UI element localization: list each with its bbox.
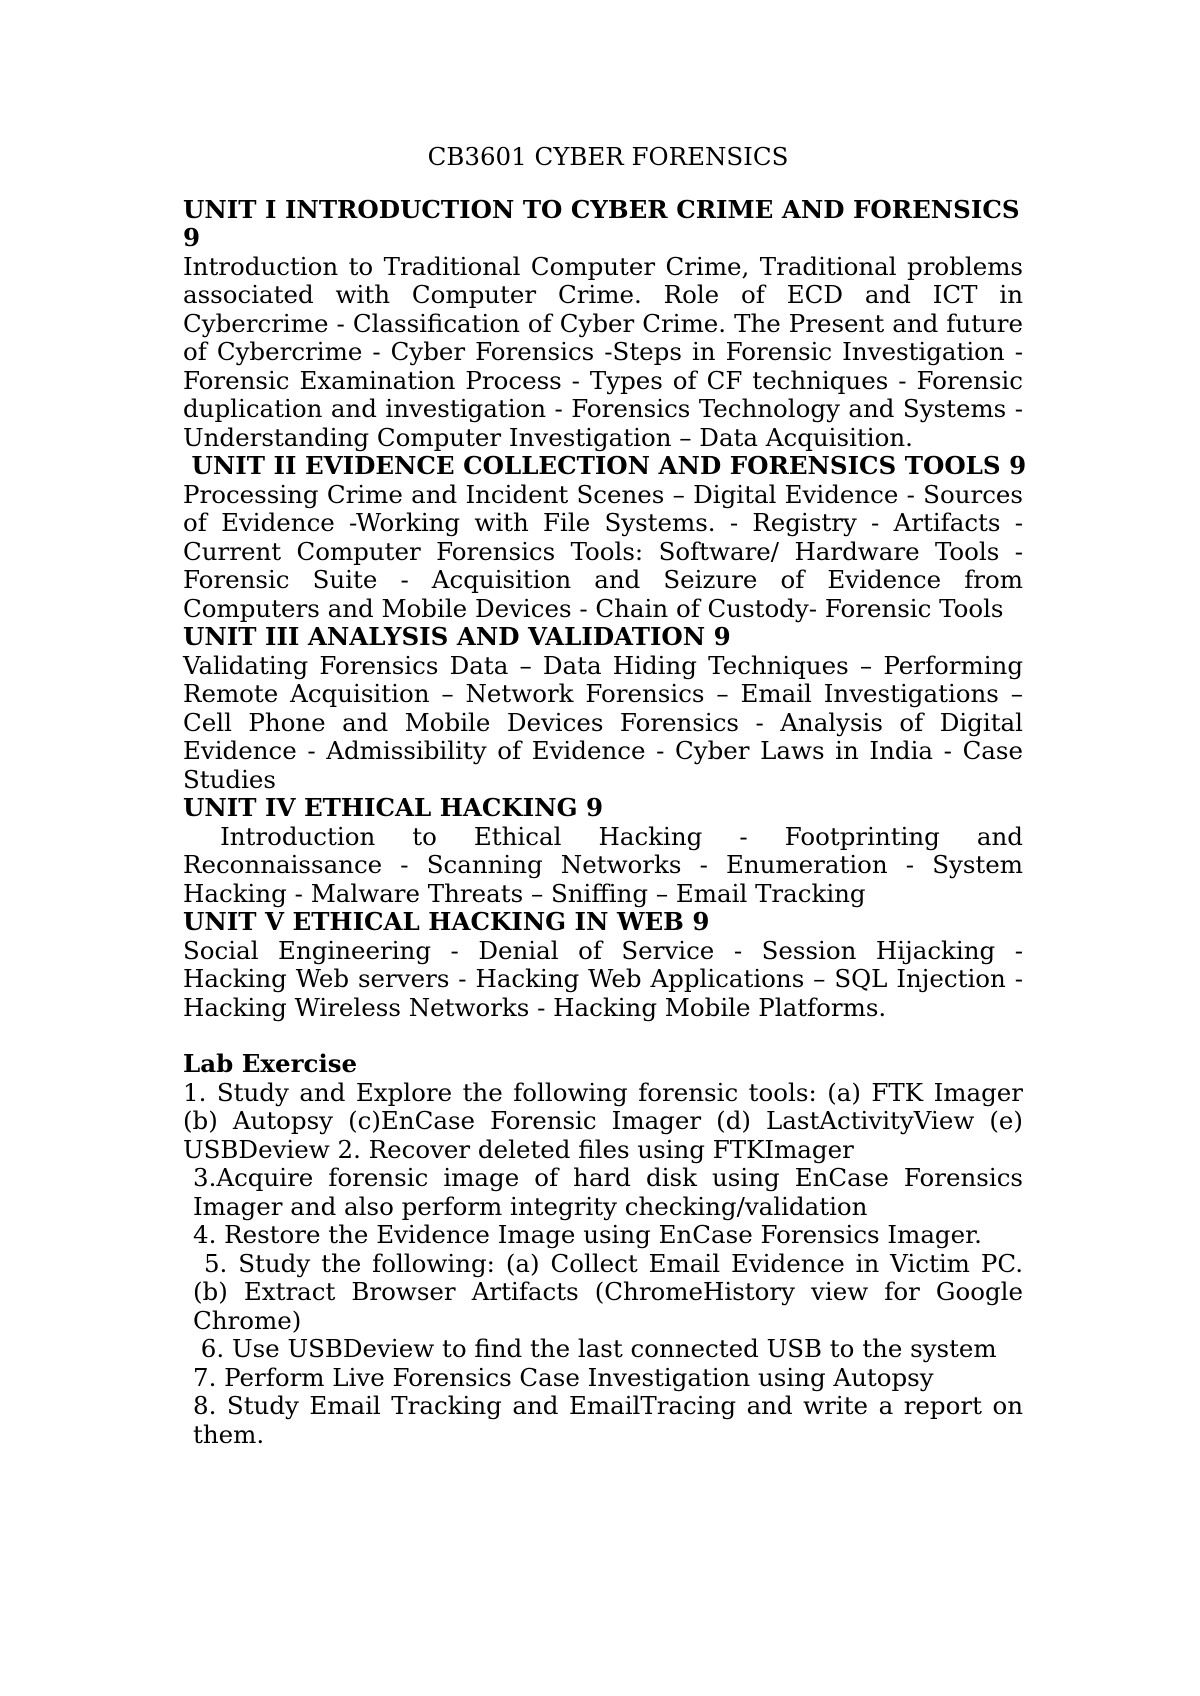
syllabus-page <box>183 142 1031 1449</box>
unit-2-body: Processing Crime and Incident Scenes – Digital Evidence - Sources of Evidence -Working with File Systems. - Registry - Artifacts - Current Computer Forensics Tools: Software/ Hardware Tools - Forensic Suite - Acquisition and Seizure of Evidence from Computers and Mobile Devices - Chain of Custody- Forensic Tools <box>183 479 1023 623</box>
lab-item-1: 1. Study and Explore the following forensic tools: (a) FTK Imager (b) Autopsy (c)EnCase Forensic Imager (d) LastActivityView (e) USBDeview 2. Recover deleted files using FTKImager <box>183 1077 1023 1164</box>
lab-item-4: 4. Restore the Evidence Image using EnCase Forensics Imager. <box>193 1220 982 1249</box>
unit-5-body: Social Engineering - Denial of Service - Session Hijacking - Hacking Web servers - Hacking Web Applications – SQL Injection - Hacking Wireless Networks - Hacking Mobile Platforms. <box>183 935 1023 1022</box>
lab-item-6: 6. Use USBDeview to find the last connected USB to the system <box>193 1334 997 1363</box>
section-spacer <box>183 1022 1023 1050</box>
lab-item-7: 7. Perform Live Forensics Case Investigation using Autopsy <box>193 1362 934 1392</box>
unit-3-heading: UNIT III ANALYSIS AND VALIDATION 9 <box>183 622 731 651</box>
unit-1-body: Introduction to Traditional Computer Crime, Traditional problems associated with Computer Crime. Role of ECD and ICT in Cybercrime - Classification of Cyber Crime. The Present and future of Cybercrime - Cyber Forensics -Steps in Forensic Investigation - Forensic Examination Process - Types of CF techniques - Forensic duplication and investigation - Forensics Technology and Systems - Understanding Computer Investigation – Data Acquisition. <box>183 251 1023 452</box>
lab-item-3: 3.Acquire forensic image of hard disk using EnCase Forensics Imager and also perform integrity checking/validation <box>193 1163 1023 1221</box>
unit-1-heading: UNIT I INTRODUCTION TO CYBER CRIME AND FORENSICS 9 <box>183 194 1020 252</box>
lab-item-5: 5. Study the following: (a) Collect Email Evidence in Victim PC. (b) Extract Browser Artifacts (ChromeHistory view for Google Chrome) <box>193 1248 1031 1335</box>
unit-5-heading: UNIT V ETHICAL HACKING IN WEB 9 <box>183 907 710 936</box>
unit-2-heading: UNIT II EVIDENCE COLLECTION AND FORENSICS TOOLS 9 <box>183 451 1027 480</box>
unit-4-heading: UNIT IV ETHICAL HACKING 9 <box>183 793 604 822</box>
lab-exercise-heading: Lab Exercise <box>183 1049 358 1078</box>
unit-4-body: Introduction to Ethical Hacking - Footprinting and Reconnaissance - Scanning Networks - Enumeration - System Hacking - Malware Threats – Sniffing – Email Tracking <box>183 821 1031 908</box>
lab-item-8: 8. Study Email Tracking and EmailTracing and write a report on them. <box>193 1391 1023 1449</box>
course-title: CB3601 CYBER FORENSICS <box>427 142 789 171</box>
unit-3-body: Validating Forensics Data – Data Hiding Techniques – Performing Remote Acquisition – Network Forensics – Email Investigations – Cell Phone and Mobile Devices Forensics - Analysis of Digital Evidence - Admissibility of Evidence - Cyber Laws in India - Case Studies <box>183 650 1023 794</box>
